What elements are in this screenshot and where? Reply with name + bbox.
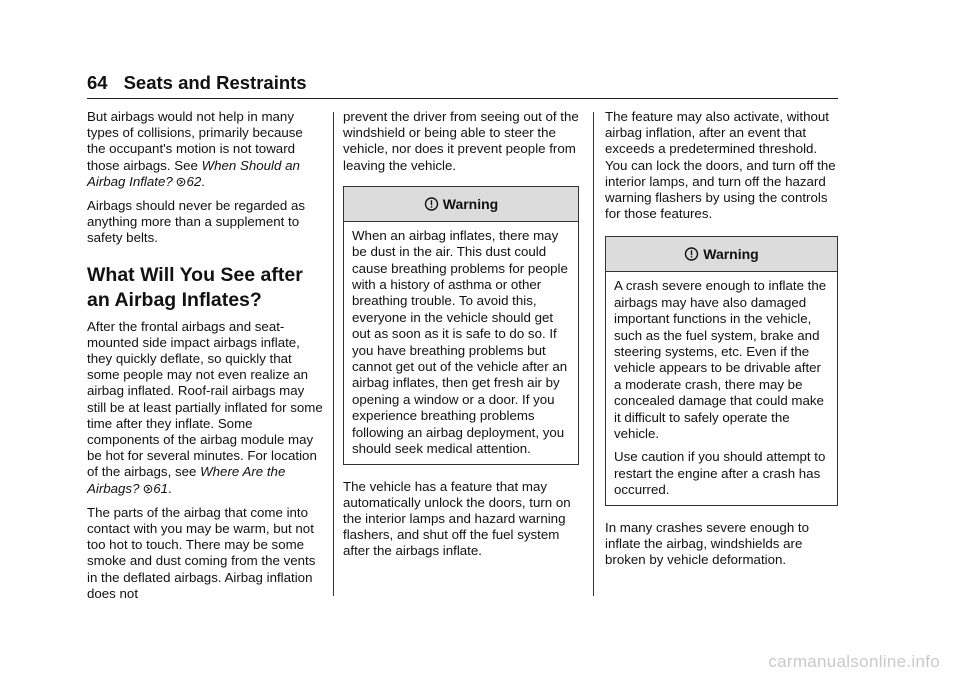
page-reference[interactable]: 61	[153, 480, 168, 496]
page-ref-icon	[176, 177, 186, 187]
warning-header	[606, 237, 837, 272]
column-3	[605, 109, 838, 576]
warning-title: Warning	[703, 246, 759, 263]
cross-reference-link[interactable]: When Should an Airbag Inflate?	[87, 157, 300, 189]
paragraph-2: The vehicle has a feature that may automatically unlock the doors, turn on the interior lamps and hazard warning flashers, and shut off the fuel system after the airbags inflate.	[343, 478, 571, 559]
paragraph-2: In many crashes severe enough to inflate the airbag, windshields are broken by vehicle deformation.	[605, 519, 810, 568]
paragraph-1: The feature may also activate, without airbag inflation, after an event that exceeds a predetermined threshold. You can lock the doors, and turn off the interior lamps, and turn off the hazard warning flashers by using the controls for those features.	[605, 109, 836, 222]
paragraph-1: prevent the driver from seeing out of the windshield or being able to steer the vehicle, nor does it prevent people from leaving the vehicle.	[343, 109, 579, 173]
warning-text: When an airbag inflates, there may be dust in the air. This dust could cause breathing problems for people with a history of asthma or other breathing trouble. To avoid this, everyone in the vehicle should get out as soon as it is safe to do so. If you have breathing problems but cannot get out of the vehicle after an airbag inflates, then get fresh air by opening a window or a door. If you experience breathing problems following an airbag deployment, you should seek medical attention.	[352, 227, 568, 457]
column-divider-2	[593, 112, 594, 596]
section-title: Seats and Restraints	[123, 72, 307, 93]
section-heading: What Will You See after an Airbag Inflates?	[87, 263, 303, 311]
column-divider-1	[333, 112, 334, 596]
warning-text-1: A crash severe enough to inflate the airbags may have also damaged important functions in the vehicle, such as the fuel system, brake and steering systems, etc. Even if the vehicle appears to be drivable after a moderate crash, there may be concealed damage that could make it difficult to safely operate the vehicle.	[614, 278, 827, 442]
paragraph-2: Airbags should never be regarded as anything more than a supplement to safety belts.	[87, 198, 306, 246]
paragraph-1: But airbags would not help in many types of collisions, primarily because the occupant's motion is not toward those airbags. See When Should an Airbag Inflate? 62.	[87, 109, 303, 189]
paragraph-4: The parts of the airbag that come into contact with you may be warm, but not too hot to touch. There may be some smoke and dust coming from the vents in the deflated airbags. Airbag inflation does not	[87, 504, 316, 601]
warning-text-2: Use caution if you should attempt to restart the engine after a crash has occurred.	[614, 449, 826, 498]
page-reference[interactable]: 62	[186, 173, 202, 189]
warning-box	[343, 186, 579, 465]
page-number: 64	[87, 72, 108, 93]
warning-box	[605, 236, 838, 505]
warning-header	[344, 187, 578, 222]
column-1	[87, 109, 323, 610]
paragraph-3: After the frontal airbags and seat-mounted side impact airbags inflate, they quickly deflate, so quickly that some people may not even realize an airbag inflated. Roof-rail airbags may still be at least partially inflated for some time after they inflate. Some components of the airbag module may be hot for several minutes. For location of the airbags, see Where Are the Airbags? 61.	[87, 318, 323, 496]
cross-reference-link[interactable]: Where Are the Airbags?	[87, 464, 286, 496]
column-2	[343, 109, 579, 568]
watermark: carmanualsonline.info	[768, 652, 940, 671]
header-rule	[87, 98, 838, 99]
page-ref-icon	[143, 484, 153, 494]
warning-body	[344, 222, 578, 464]
page-header	[87, 72, 838, 94]
warning-body	[606, 272, 837, 504]
warning-title: Warning	[442, 195, 499, 212]
warning-icon	[684, 247, 699, 261]
warning-icon	[424, 197, 439, 211]
